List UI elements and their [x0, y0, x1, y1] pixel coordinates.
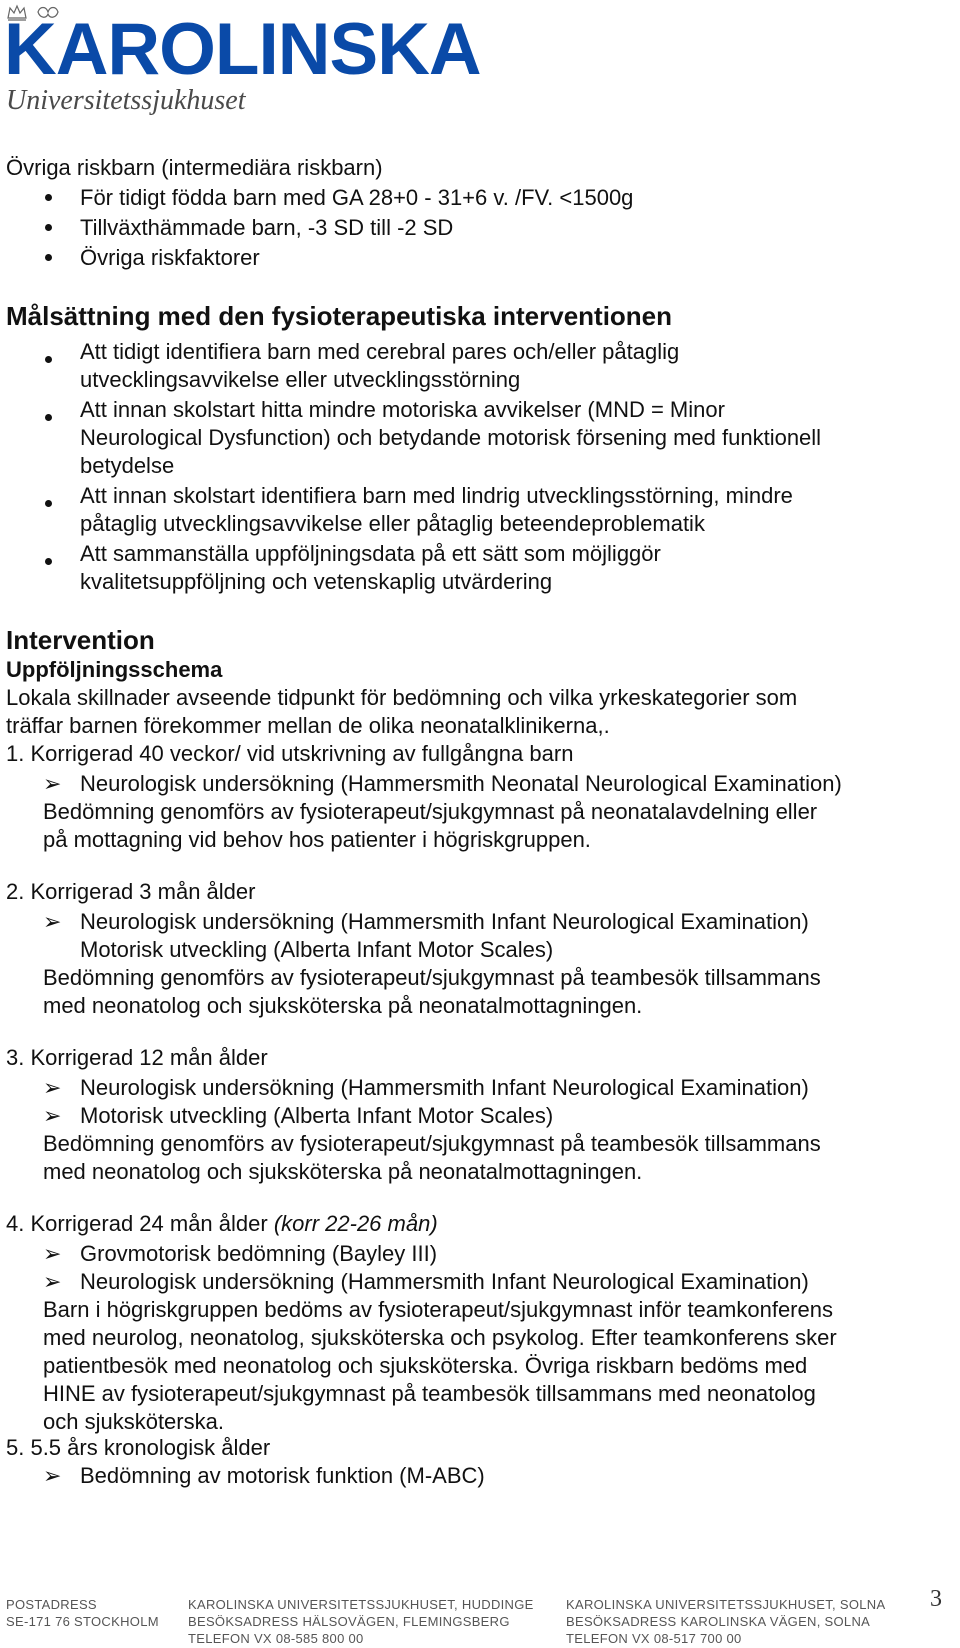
- schedule-item-text: och sjuksköterska.: [43, 1409, 224, 1434]
- section-heading-intervention: Intervention: [6, 625, 155, 655]
- list-item-continued: betydelse: [80, 453, 175, 478]
- schedule-item-title: 3. Korrigerad 12 mån ålder: [6, 1045, 268, 1070]
- list-item: Att tidigt identifiera barn med cerebral pares och/eller påtaglig: [80, 339, 680, 364]
- list-item-continued: Motorisk utveckling (Alberta Infant Motor Scales): [80, 937, 554, 962]
- list-item: Neurologisk undersökning (Hammersmith Neonatal Neurological Examination): [80, 771, 842, 796]
- list-item: Bedömning av motorisk funktion (M-ABC): [80, 1463, 485, 1488]
- schedule-item-title: 1. Korrigerad 40 veckor/ vid utskrivning av fullgångna barn: [6, 741, 574, 766]
- list-item: Tillväxthämmade barn, -3 SD till -2 SD: [80, 215, 454, 240]
- logo-title: KAROLINSKA: [4, 9, 481, 90]
- bullet-dot-icon: [45, 356, 52, 363]
- section-heading-malsattning: Målsättning med den fysioterapeutiska interventionen: [6, 301, 673, 331]
- arrow-bullet-icon: ➢: [43, 1103, 62, 1128]
- schedule-item-title-text: 4. Korrigerad 24 mån ålder: [6, 1211, 268, 1236]
- list-item: Neurologisk undersökning (Hammersmith Infant Neurological Examination): [80, 909, 809, 934]
- schedule-item-text: Bedömning genomförs av fysioterapeut/sjukgymnast på neonatalavdelning eller: [43, 799, 818, 824]
- list-item-continued: utvecklingsavvikelse eller utvecklingsstörning: [80, 367, 521, 392]
- intro-text: träffar barnen förekommer mellan de olika neonatalklinikerna,.: [6, 713, 610, 738]
- list-item-continued: Neurological Dysfunction) och betydande motorisk försening med funktionell: [80, 425, 822, 450]
- footer-solna-phone: TELEFON VX 08-517 700 00: [566, 1631, 742, 1646]
- logo-subtitle: Universitetssjukhuset: [6, 85, 246, 116]
- schedule-item-text: Barn i högriskgruppen bedöms av fysioterapeut/sjukgymnast inför teamkonferens: [43, 1297, 833, 1322]
- section-heading-riskbarn: Övriga riskbarn (intermediära riskbarn): [6, 155, 383, 180]
- bullet-dot-icon: [45, 414, 52, 421]
- footer-postadress-city: SE-171 76 STOCKHOLM: [6, 1614, 159, 1629]
- arrow-bullet-icon: ➢: [43, 1075, 62, 1100]
- list-item: Neurologisk undersökning (Hammersmith Infant Neurological Examination): [80, 1269, 809, 1294]
- list-item-continued: påtaglig utvecklingsavvikelse eller påtaglig beteendeproblematik: [80, 511, 705, 536]
- footer-solna-address: BESÖKSADRESS KAROLINSKA VÄGEN, SOLNA: [566, 1614, 871, 1629]
- list-item: Att innan skolstart hitta mindre motoriska avvikelser (MND = Minor: [80, 397, 725, 422]
- schedule-item-text: med neonatolog och sjuksköterska på neonatalmottagningen.: [43, 993, 643, 1018]
- list-item: Neurologisk undersökning (Hammersmith Infant Neurological Examination): [80, 1075, 809, 1100]
- subheading-uppfoljningsschema: Uppföljningsschema: [6, 657, 223, 682]
- list-item: Att sammanställa uppföljningsdata på ett sätt som möjliggör: [80, 541, 661, 566]
- list-item-continued: kvalitetsuppföljning och vetenskaplig utvärdering: [80, 569, 553, 594]
- bullet-dot-icon: [45, 224, 52, 231]
- schedule-item-title-note: (korr 22-26 mån): [273, 1211, 438, 1236]
- list-item: För tidigt födda barn med GA 28+0 - 31+6 v. /FV. <1500g: [80, 185, 634, 210]
- arrow-bullet-icon: ➢: [43, 1463, 62, 1488]
- footer-huddinge-phone: TELEFON VX 08-585 800 00: [188, 1631, 364, 1646]
- footer-postadress: POSTADRESS: [6, 1597, 97, 1612]
- list-item: Motorisk utveckling (Alberta Infant Motor Scales): [80, 1103, 554, 1128]
- schedule-item-text: Bedömning genomförs av fysioterapeut/sjukgymnast på teambesök tillsammans: [43, 1131, 821, 1156]
- list-item: Att innan skolstart identifiera barn med lindrig utvecklingsstörning, mindre: [80, 483, 793, 508]
- footer-solna-name: KAROLINSKA UNIVERSITETSSJUKHUSET, SOLNA: [566, 1597, 886, 1612]
- arrow-bullet-icon: ➢: [43, 909, 62, 934]
- arrow-bullet-icon: ➢: [43, 1241, 62, 1266]
- schedule-item-text: med neurolog, neonatolog, sjuksköterska och psykolog. Efter teamkonferens sker: [43, 1325, 837, 1350]
- arrow-bullet-icon: ➢: [43, 771, 62, 796]
- page-number: 3: [930, 1586, 942, 1612]
- schedule-item-title: 2. Korrigerad 3 mån ålder: [6, 879, 256, 904]
- intro-text: Lokala skillnader avseende tidpunkt för bedömning och vilka yrkeskategorier som: [6, 685, 798, 710]
- bullet-dot-icon: [45, 194, 52, 201]
- schedule-item-text: på mottagning vid behov hos patienter i högriskgruppen.: [43, 827, 591, 852]
- list-item: Grovmotorisk bedömning (Bayley III): [80, 1241, 438, 1266]
- arrow-bullet-icon: ➢: [43, 1269, 62, 1294]
- bullet-dot-icon: [45, 254, 52, 261]
- bullet-dot-icon: [45, 558, 52, 565]
- schedule-item-text: Bedömning genomförs av fysioterapeut/sjukgymnast på teambesök tillsammans: [43, 965, 821, 990]
- schedule-item-text: med neonatolog och sjuksköterska på neonatalmottagningen.: [43, 1159, 643, 1184]
- schedule-item-text: HINE av fysioterapeut/sjukgymnast på teambesök tillsammans med neonatolog: [43, 1381, 816, 1406]
- schedule-item-title: [6, 1210, 438, 1238]
- schedule-item-text: patientbesök med neonatolog och sjuksköterska. Övriga riskbarn bedöms med: [43, 1353, 808, 1378]
- list-item: Övriga riskfaktorer: [80, 245, 260, 270]
- schedule-item-title: 5. 5.5 års kronologisk ålder: [6, 1435, 271, 1460]
- footer-huddinge-address: BESÖKSADRESS HÄLSOVÄGEN, FLEMINGSBERG: [188, 1614, 510, 1629]
- bullet-dot-icon: [45, 500, 52, 507]
- footer-huddinge-name: KAROLINSKA UNIVERSITETSSJUKHUSET, HUDDINGE: [188, 1597, 534, 1612]
